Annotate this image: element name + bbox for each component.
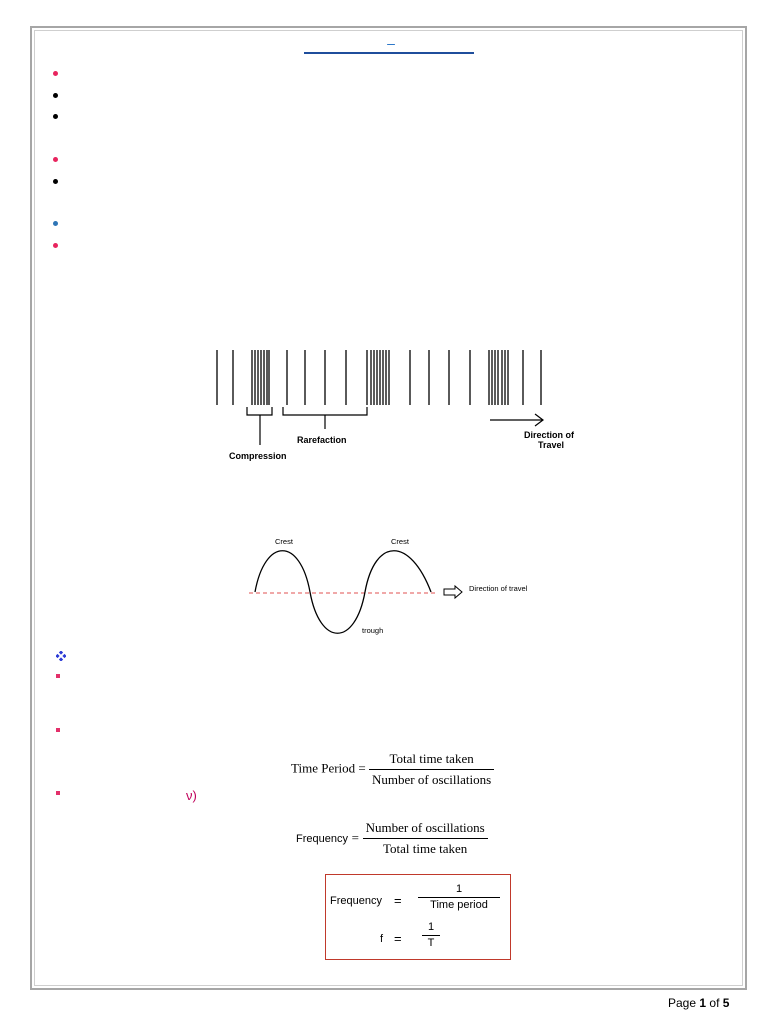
- of-word: of: [709, 996, 720, 1010]
- box-row2-eq: =: [394, 931, 402, 946]
- box-row2-num: 1: [422, 921, 440, 936]
- frequency-symbol: ν): [186, 788, 197, 803]
- compression-bracket: [247, 407, 272, 415]
- crest-left-label: Crest: [275, 537, 293, 546]
- frequency-lhs: Frequency: [296, 832, 348, 845]
- box-row1-eq: =: [394, 893, 402, 908]
- transverse-wave-figure: [245, 532, 555, 642]
- time-period-numerator: Total time taken: [369, 751, 494, 770]
- frequency-formula-box: [325, 874, 511, 960]
- rarefaction-label: Rarefaction: [297, 435, 347, 445]
- trough-label: trough: [362, 626, 384, 635]
- title-underline: [304, 52, 474, 54]
- bullet-blue: [53, 221, 58, 226]
- box-row2-lhs: f: [380, 933, 384, 945]
- box-row1-den: Time period: [430, 899, 488, 911]
- frequency-numerator: Number of oscillations: [363, 820, 488, 839]
- wave-curve: [255, 551, 431, 634]
- box-row1-lhs: Frequency: [330, 895, 382, 907]
- equals-sign: =: [351, 829, 359, 845]
- bullet-pink: [53, 157, 58, 162]
- bullet-black: [53, 93, 58, 98]
- time-period-lhs: Time Period: [291, 760, 356, 776]
- crest-right-label: Crest: [391, 537, 409, 546]
- time-period-denominator: Number of oscillations: [372, 772, 492, 787]
- box-row1-num: 1: [418, 883, 500, 898]
- rarefaction-bracket: [283, 407, 367, 415]
- bullet-pink: [53, 243, 58, 248]
- bullet-black: [53, 179, 58, 184]
- time-period-formula: [291, 751, 494, 788]
- page-footer: [668, 996, 729, 1010]
- frequency-formula: [296, 820, 488, 857]
- page-word: Page: [668, 996, 697, 1010]
- bullet-black: [53, 114, 58, 119]
- direction-label-1: Direction of: [524, 430, 575, 440]
- page-total: 5: [722, 996, 730, 1010]
- square-bullet: [56, 791, 60, 795]
- bullet-pink: [53, 71, 58, 76]
- box-row2-den: T: [427, 937, 435, 949]
- frequency-denominator: Total time taken: [383, 841, 468, 856]
- equals-sign: =: [358, 760, 366, 776]
- direction-travel-label: Direction of travel: [469, 584, 528, 593]
- square-bullet: [56, 728, 60, 732]
- page-current: 1: [699, 996, 707, 1010]
- square-bullet: [56, 674, 60, 678]
- diamond-bullet-icon: [56, 651, 66, 661]
- title-dash: –: [387, 35, 395, 51]
- longitudinal-wave-figure: [205, 345, 595, 470]
- direction-label-2: Travel: [538, 440, 565, 450]
- direction-arrow-outline: [444, 586, 462, 598]
- compression-label: Compression: [229, 451, 287, 461]
